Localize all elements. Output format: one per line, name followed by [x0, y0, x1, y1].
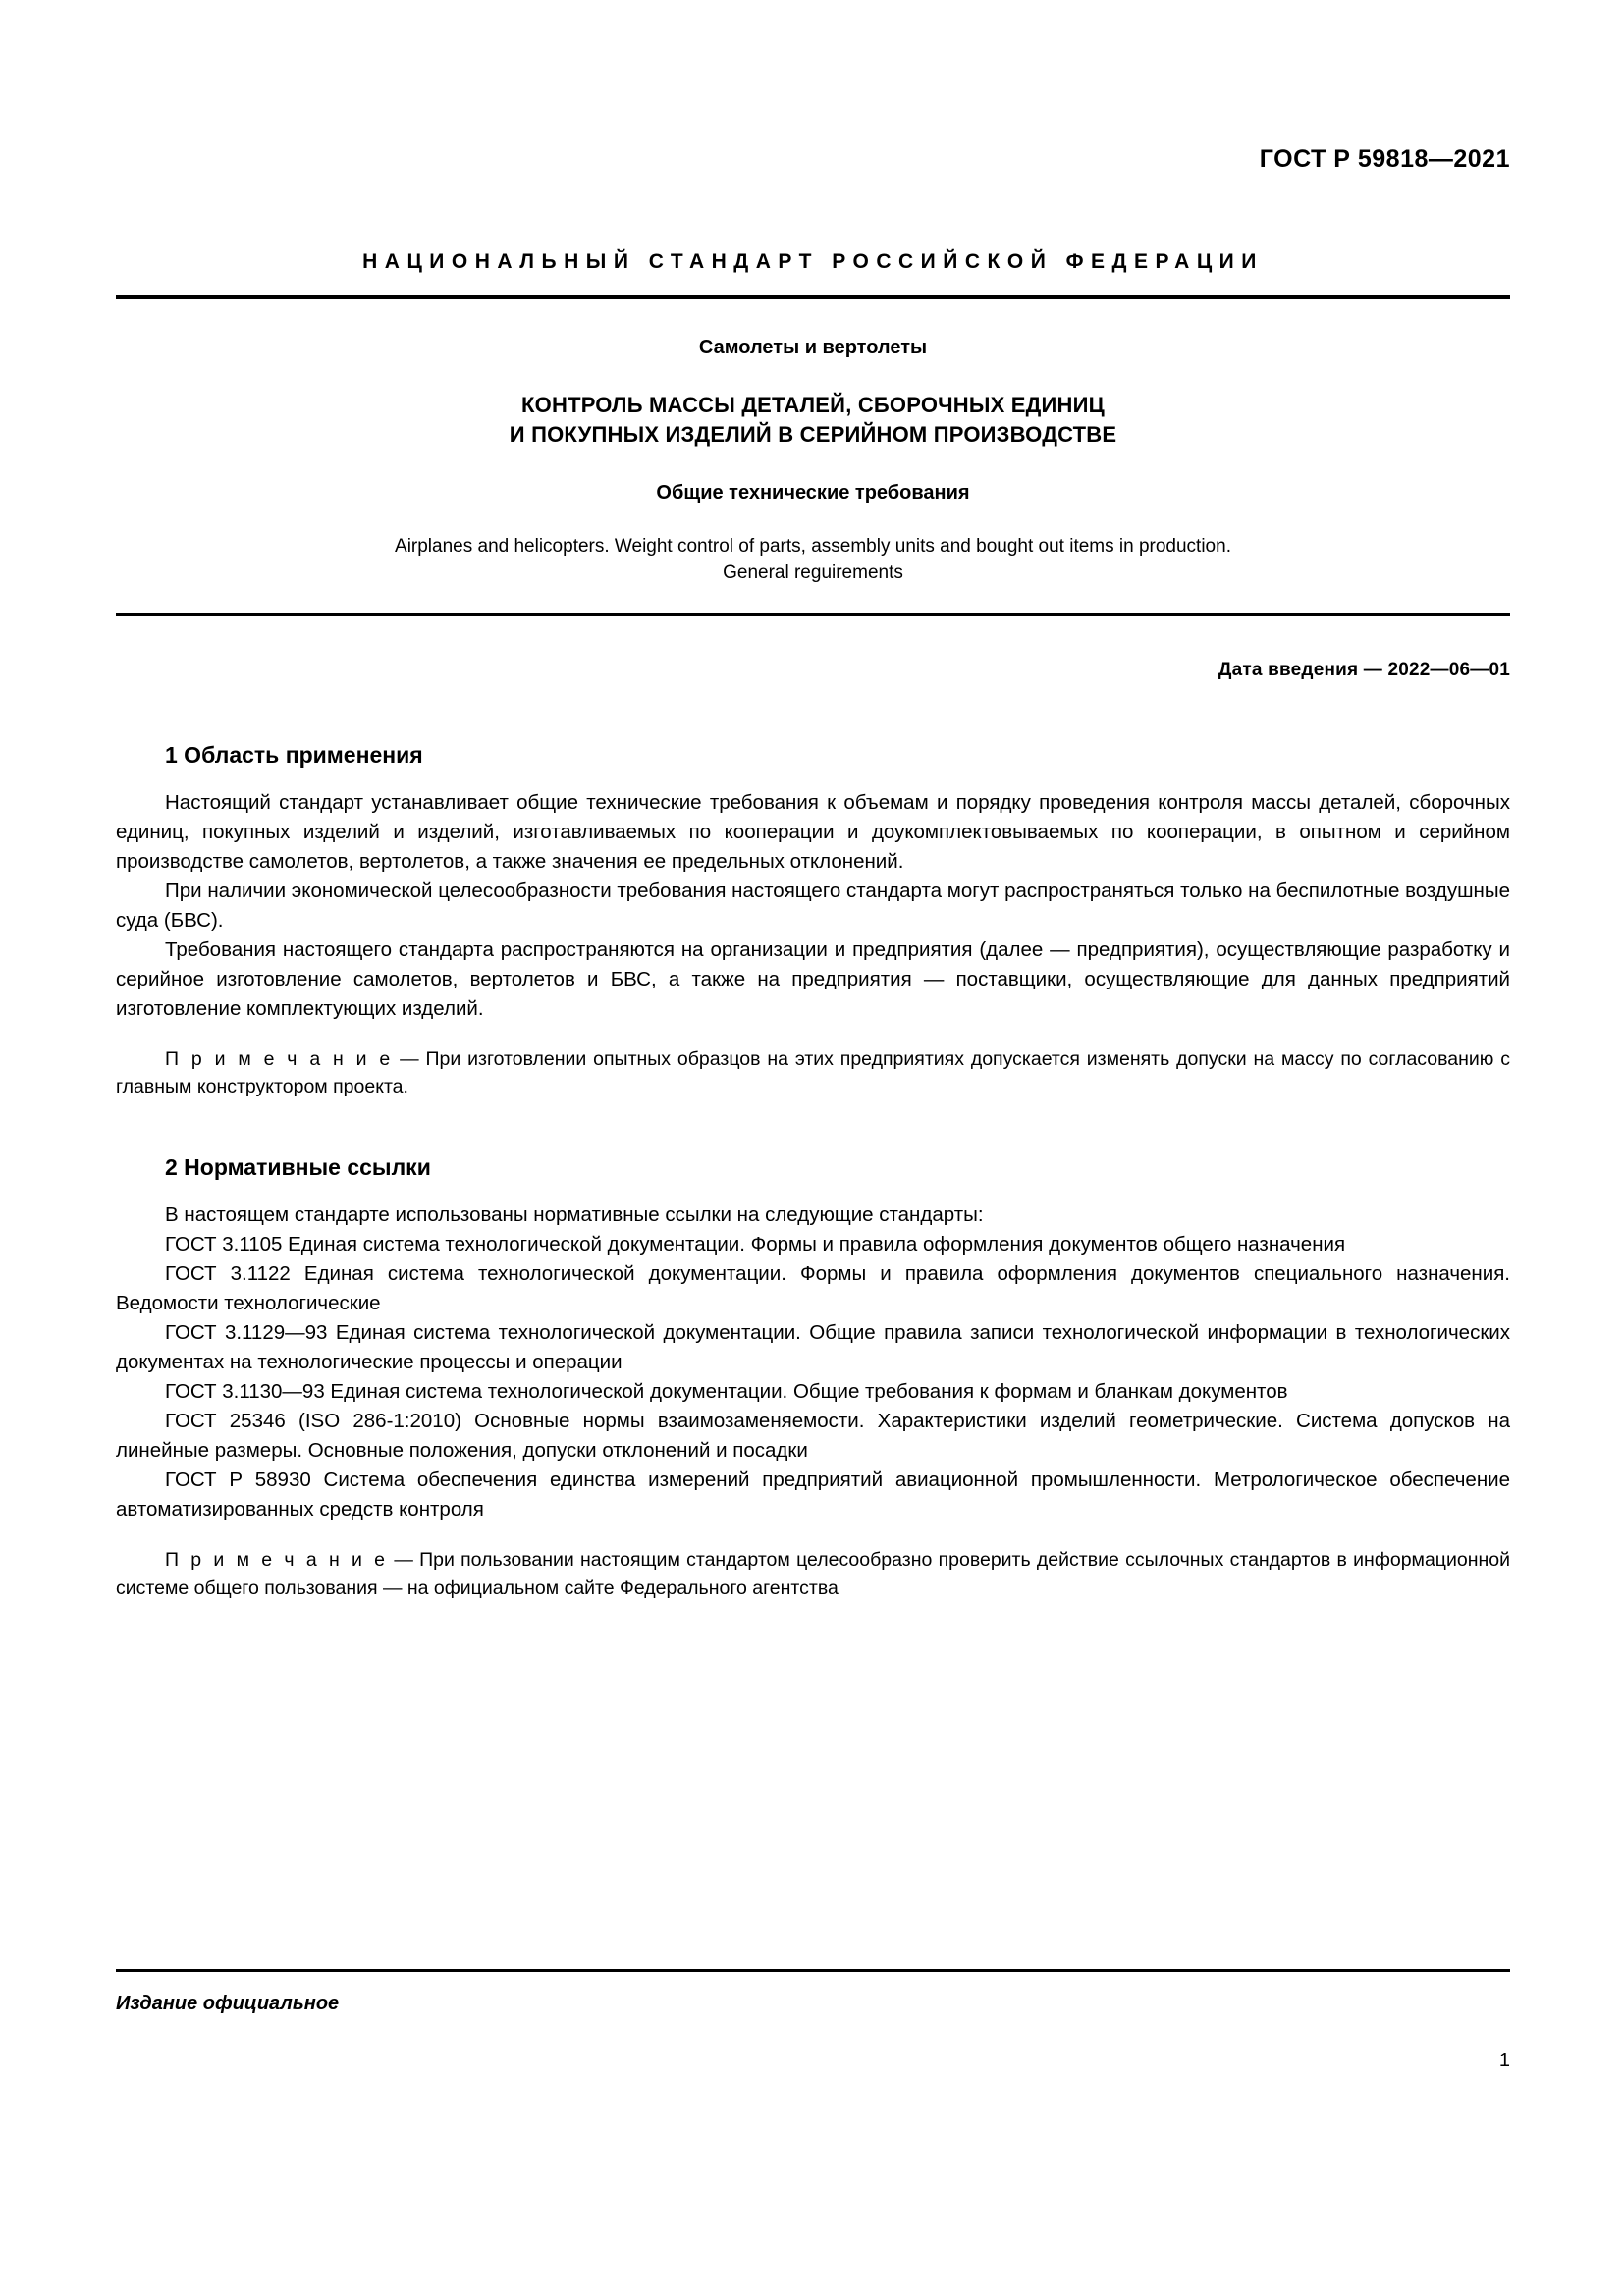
title-english	[116, 534, 1510, 587]
introduction-date: Дата введения — 2022—06—01	[1218, 659, 1510, 680]
note-text-references: — При пользовании настоящим стандартом целесообразно проверить действие ссылочных стандартов в информационной системе общего пользования — на официальном сайте Федерального агентства	[116, 1549, 1510, 1599]
section-heading-references: 2 Нормативные ссылки	[165, 1154, 431, 1181]
paragraph-scope-2: При наличии экономической целесообразности требования настоящего стандарта могут распространяться только на беспилотные воздушные суда (БВС).	[116, 879, 1510, 932]
reference-gost-3-1129: ГОСТ 3.1129—93 Единая система технологической документации. Общие правила записи технологической информации в технологических документах на технологические процессы и операции	[116, 1321, 1510, 1374]
footer-divider	[116, 1969, 1510, 1972]
reference-gost-25346: ГОСТ 25346 (ISO 286-1:2010) Основные нормы взаимозаменяемости. Характеристики изделий геометрические. Система допусков на линейные размеры. Основные положения, допуски отклонений и посадки	[116, 1410, 1510, 1463]
reference-gost-3-1122: ГОСТ 3.1122 Единая система технологической документации. Формы и правила оформления документов специального назначения. Ведомости технологические	[116, 1262, 1510, 1315]
reference-gost-3-1105: ГОСТ 3.1105 Единая система технологической документации. Формы и правила оформления документов общего назначения	[165, 1233, 1346, 1256]
title-subject: Самолеты и вертолеты	[698, 337, 928, 358]
page-number: 1	[1498, 2050, 1510, 2071]
reference-gost-r-58930: ГОСТ Р 58930 Система обеспечения единства измерений предприятий авиационной промышленности. Метрологическое обеспечение автоматизированных средств контроля	[116, 1468, 1510, 1522]
title-english-line1: Airplanes and helicopters. Weight control of parts, assembly units and bought out items in production.	[395, 535, 1231, 557]
paragraph-scope-3: Требования настоящего стандарта распространяются на организации и предприятия (далее — предприятия), осуществляющие разработку и серийное изготовление самолетов, вертолетов и БВС, а также на предприятия — поставщики, осуществляющие для данных предприятий изготовление комплектующих изделий.	[116, 937, 1510, 1020]
section-heading-scope: 1 Область применения	[165, 741, 423, 768]
reference-gost-3-1130: ГОСТ 3.1130—93 Единая система технологической документации. Общие требования к формам и бланкам документов	[165, 1380, 1288, 1404]
page-content	[116, 0, 1510, 1603]
header-divider-bottom	[116, 613, 1510, 616]
footer-edition: Издание официальное	[116, 1993, 340, 2014]
title-main-line1: КОНТРОЛЬ МАССЫ ДЕТАЛЕЙ, СБОРОЧНЫХ ЕДИНИЦ	[521, 393, 1105, 417]
note-scope	[116, 1045, 1510, 1101]
title-requirements: Общие технические требования	[656, 481, 970, 504]
national-standard-heading: НАЦИОНАЛЬНЫЙ СТАНДАРТ РОССИЙСКОЙ ФЕДЕРАЦИИ	[362, 250, 1264, 273]
title-english-line2: General reguirements	[723, 561, 903, 583]
paragraph-scope-1: Настоящий стандарт устанавливает общие технические требования к объемам и порядку проведения контроля массы деталей, сборочных единиц, покупных изделий и изделий, изготавливаемых по кооперации и доукомплектовываемых по кооперации, в опытном и серийном производстве самолетов, вертолетов, а также значения ее предельных отклонений.	[116, 790, 1510, 873]
title-main	[116, 391, 1510, 451]
note-references	[116, 1546, 1510, 1602]
note-text-scope: — При изготовлении опытных образцов на этих предприятиях допускается изменять допуски на массу по согласованию с главным конструктором проекта.	[116, 1047, 1511, 1098]
document-code: ГОСТ Р 59818—2021	[1259, 145, 1510, 173]
paragraph-references-intro: В настоящем стандарте использованы нормативные ссылки на следующие стандарты:	[165, 1203, 984, 1227]
note-label-references: П р и м е ч а н и е	[165, 1549, 389, 1572]
note-label-scope: П р и м е ч а н и е	[165, 1047, 394, 1070]
title-block	[116, 299, 1510, 587]
title-main-line2: И ПОКУПНЫХ ИЗДЕЛИЙ В СЕРИЙНОМ ПРОИЗВОДСТВЕ	[509, 422, 1117, 448]
